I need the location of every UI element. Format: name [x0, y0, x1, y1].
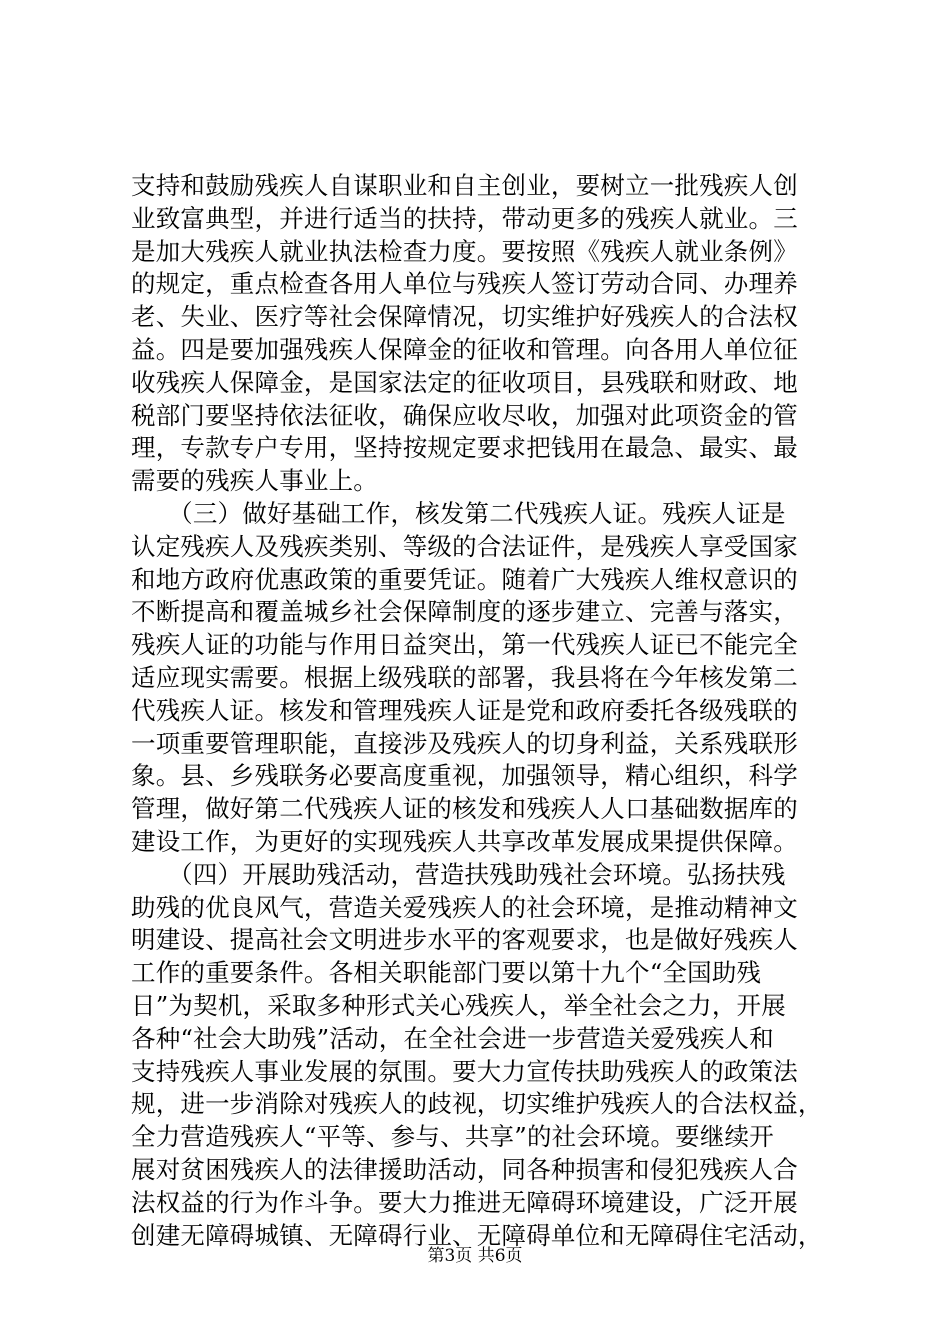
text-line: 法权益的行为作斗争。要大力推进无障碍环境建设，广泛开展 — [131, 1187, 798, 1217]
text-line: 的规定，重点检查各用人单位与残疾人签订劳动合同、办理养 — [131, 269, 798, 299]
text-line: （三）做好基础工作，核发第二代残疾人证。残疾人证是 — [131, 498, 786, 528]
body-text — [131, 170, 831, 1252]
text-line: 明建设、提高社会文明进步水平的客观要求，也是做好残疾人 — [131, 925, 798, 955]
text-line: 理，专款专户专用，坚持按规定要求把钱用在最急、最实、最 — [131, 433, 798, 463]
text-line: （四）开展助残活动，营造扶残助残社会环境。弘扬扶残 — [131, 859, 786, 889]
text-line: 助残的优良风气，营造关爱残疾人的社会环境，是推动精神文 — [131, 892, 798, 922]
text-line: 支持和鼓励残疾人自谋职业和自主创业，要树立一批残疾人创 — [131, 171, 798, 200]
text-line: 认定残疾人及残疾类别、等级的合法证件，是残疾人享受国家 — [131, 531, 798, 561]
text-line: 残疾人证的功能与作用日益突出，第一代残疾人证已不能完全 — [131, 630, 798, 660]
text-line: 创建无障碍城镇、无障碍行业、无障碍单位和无障碍住宅活动， — [131, 1220, 823, 1250]
text-line: 全力营造残疾人“平等、参与、共享”的社会环境。要继续开 — [131, 1122, 774, 1152]
text-line: 管理，做好第二代残疾人证的核发和残疾人人口基础数据库的 — [131, 794, 798, 824]
text-line: 规，进一步消除对残疾人的歧视，切实维护残疾人的合法权益， — [131, 1089, 823, 1119]
text-line: 业致富典型，并进行适当的扶持，带动更多的残疾人就业。三 — [131, 203, 798, 233]
text-line: 收残疾人保障金，是国家法定的征收项目，县残联和财政、地 — [131, 367, 798, 397]
text-line: 日”为契机，采取多种形式关心残疾人，举全社会之力，开展 — [131, 990, 786, 1020]
text-line: 是加大残疾人就业执法检查力度。要按照《残疾人就业条例》 — [131, 236, 798, 266]
text-line: 各种“社会大助残”活动，在全社会进一步营造关爱残疾人和 — [131, 1023, 774, 1053]
text-line: 一项重要管理职能，直接涉及残疾人的切身利益，关系残联形 — [131, 728, 798, 758]
text-line: 适应现实需要。根据上级残联的部署，我县将在今年核发第二 — [131, 662, 798, 692]
text-line: 象。县、乡残联务必要高度重视，加强领导，精心组织，科学 — [131, 761, 798, 791]
text-line: 税部门要坚持依法征收，确保应收尽收，加强对此项资金的管 — [131, 400, 798, 430]
page-number-footer: 第3页 共6页 — [427, 1246, 523, 1266]
text-line: 益。四是要加强残疾人保障金的征收和管理。向各用人单位征 — [131, 334, 798, 364]
text-line: 需要的残疾人事业上。 — [131, 466, 378, 496]
text-line: 代残疾人证。核发和管理残疾人证是党和政府委托各级残联的 — [131, 695, 798, 725]
text-line: 不断提高和覆盖城乡社会保障制度的逐步建立、完善与落实， — [131, 597, 798, 627]
text-line: 建设工作，为更好的实现残疾人共享改革发展成果提供保障。 — [131, 826, 798, 856]
text-line: 支持残疾人事业发展的氛围。要大力宣传扶助残疾人的政策法 — [131, 1056, 798, 1086]
text-line: 展对贫困残疾人的法律援助活动，同各种损害和侵犯残疾人合 — [131, 1154, 798, 1184]
text-line: 工作的重要条件。各相关职能部门要以第十九个“全国助残 — [131, 958, 762, 988]
text-line: 老、失业、医疗等社会保障情况，切实维护好残疾人的合法权 — [131, 302, 798, 332]
text-line: 和地方政府优惠政策的重要凭证。随着广大残疾人维权意识的 — [131, 564, 798, 594]
